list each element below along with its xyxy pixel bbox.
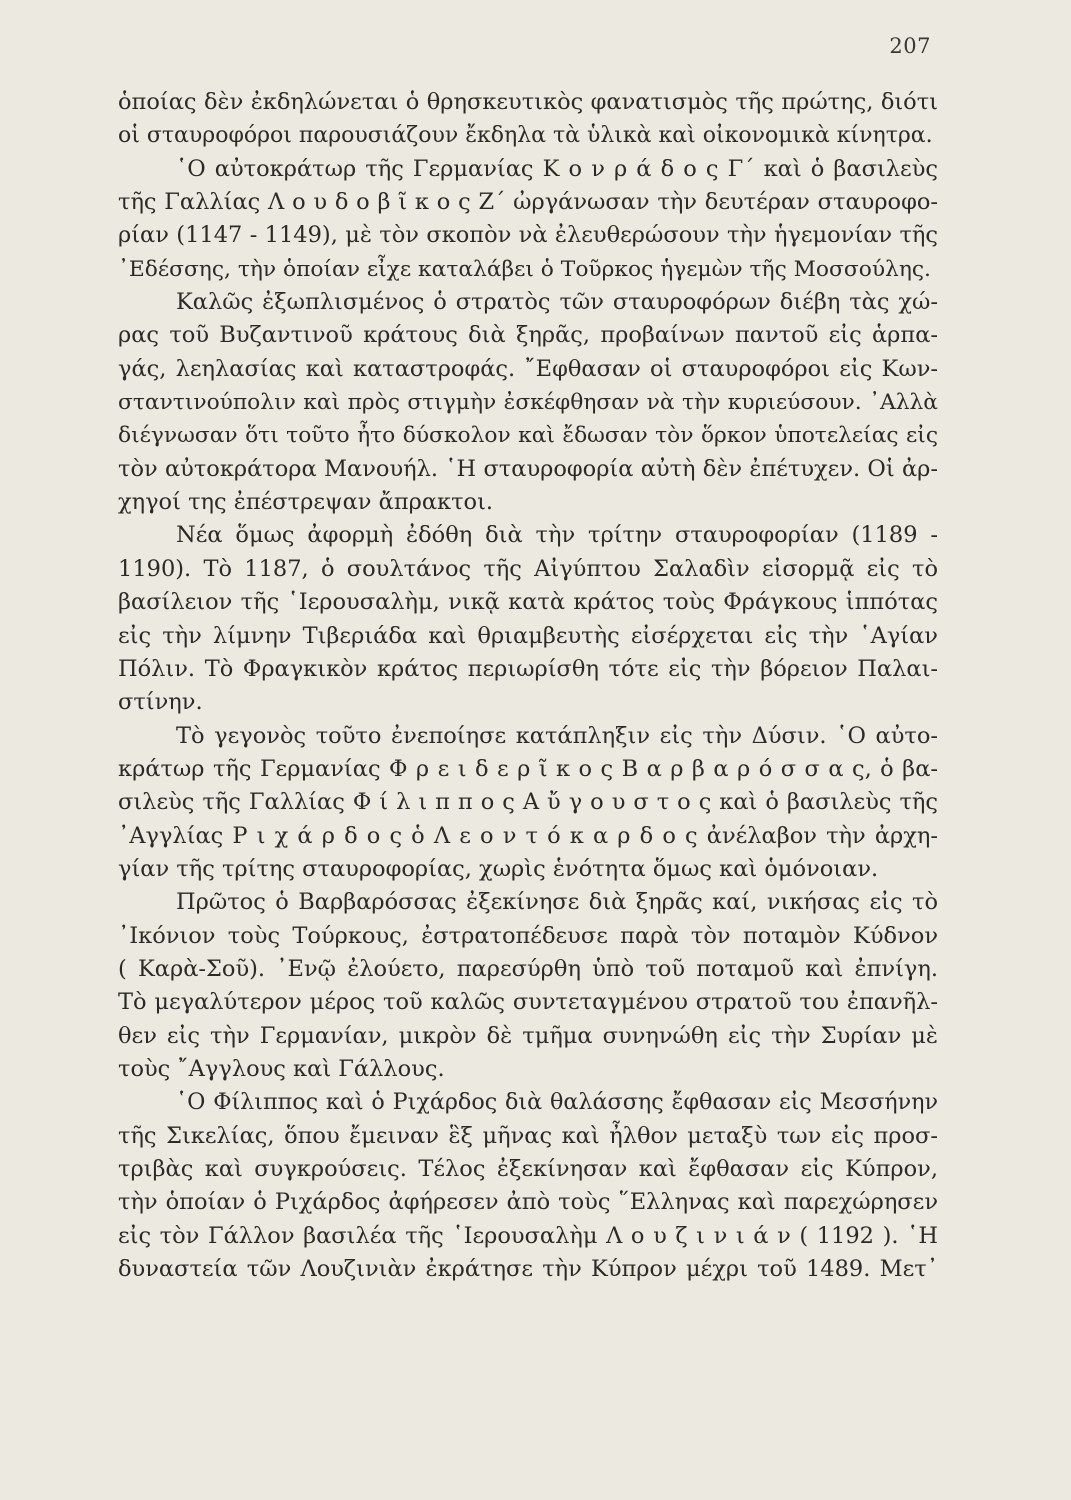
- text-line: χηγοί της ἐπέστρεψαν ἄπρακτοι.: [118, 489, 494, 516]
- text-line: βασίλειον τῆς ῾Ιερουσαλὴμ, νικᾷ κατὰ κράτος τοὺς Φράγκους ἱππότας: [118, 589, 938, 616]
- text-line: ῾Ο Φίλιππος καὶ ὁ Ριχάρδος διὰ θαλάσσης ἔφθασαν εἰς Μεσσήνην: [176, 1089, 938, 1116]
- page-number: 207: [889, 34, 931, 58]
- text-line: Πόλιν. Τὸ Φραγκικὸν κράτος περιωρίσθη τότε εἰς τὴν βόρειον Παλαι-: [118, 655, 938, 682]
- text-line: ρίαν (1147 - 1149), μὲ τὸν σκοπὸν νὰ ἐλευθερώσουν τὴν ἡγεμονίαν τῆς: [118, 222, 938, 249]
- text-line: ᾿Εδέσσης, τὴν ὁποίαν εἶχε καταλάβει ὁ Τοῦρκος ἡγεμὼν τῆς Μοσσούλης.: [118, 256, 931, 282]
- text-line: ὁποίας δὲν ἐκδηλώνεται ὁ θρησκευτικὸς φανατισμὸς τῆς πρώτης, διότι: [118, 89, 938, 115]
- text-line: 1190). Τὸ 1187, ὁ σουλτάνος τῆς Αἰγύπτου Σαλαδὶν εἰσορμᾷ εἰς τὸ: [118, 555, 938, 582]
- text-line: θεν εἰς τὴν Γερμανίαν, μικρὸν δὲ τμῆμα συνηνώθη εἰς τὴν Συρίαν μὲ: [118, 1022, 938, 1049]
- text-line: γίαν τῆς τρίτης σταυροφορίας, χωρὶς ἑνότητα ὅμως καὶ ὁμόνοιαν.: [118, 855, 879, 882]
- text-line: Πρῶτος ὁ Βαρβαρόσσας ἐξεκίνησε διὰ ξηρᾶς καί, νικήσας εἰς τὸ: [176, 889, 938, 916]
- text-line: σταντινούπολιν καὶ πρὸς στιγμὴν ἐσκέφθησαν νὰ τὴν κυριεύσουν. ᾿Αλλὰ: [118, 390, 938, 416]
- text-line: τῆς Γαλλίας Λ ο υ δ ο β ῖ κ ο ς Ζ΄ ὠργάνωσαν τὴν δευτέραν σταυροφο-: [118, 189, 938, 216]
- text-line: σιλεὺς τῆς Γαλλίας Φ ί λ ι π π ο ς Α ὔ γ ο υ σ τ ο ς καὶ ὁ βασιλεὺς τῆς: [118, 789, 938, 816]
- text-line: ῾Ο αὐτοκράτωρ τῆς Γερμανίας Κ ο ν ρ ά δ ο ς Γ΄ καὶ ὁ βασιλεὺς: [176, 155, 938, 182]
- text-line: στίνην.: [118, 689, 203, 716]
- text-line: ρας τοῦ Βυζαντινοῦ κράτους διὰ ξηρᾶς, προβαίνων παντοῦ εἰς ἁρπα-: [118, 322, 938, 349]
- text-line: εἰς τὴν λίμνην Τιβεριάδα καὶ θριαμβευτὴς εἰσέρχεται εἰς τὴν ῾Αγίαν: [118, 622, 938, 649]
- text-line: εἰς τὸν Γάλλον βασιλέα τῆς ῾Ιερουσαλὴμ Λ ο υ ζ ι ν ι ά ν ( 1192 ). ῾Η: [118, 1222, 938, 1249]
- text-line: ᾿Αγγλίας Ρ ι χ ά ρ δ ο ς ὁ Λ ε ο ν τ ό κ α ρ δ ο ς ἀνέλαβον τὴν ἀρχη-: [118, 822, 938, 849]
- text-line: γάς, λεηλασίας καὶ καταστροφάς. ῎Εφθασαν οἱ σταυροφόροι εἰς Κων-: [118, 355, 938, 382]
- text-line: τὸν αὐτοκράτορα Μανουήλ. ῾Η σταυροφορία αὐτὴ δὲν ἐπέτυχεν. Οἱ ἀρ-: [118, 455, 938, 482]
- text-line: Καλῶς ἐξωπλισμένος ὁ στρατὸς τῶν σταυροφόρων διέβη τὰς χώ-: [176, 289, 938, 316]
- text-line: τριβὰς καὶ συγκρούσεις. Τέλος ἐξεκίνησαν καὶ ἔφθασαν εἰς Κύπρον,: [118, 1156, 938, 1182]
- text-line: δυναστεία τῶν Λουζινιὰν ἐκράτησε τὴν Κύπρον μέχρι τοῦ 1489. Μετ᾿: [118, 1256, 938, 1283]
- text-line: διέγνωσαν ὅτι τοῦτο ἦτο δύσκολον καὶ ἔδωσαν τὸν ὅρκον ὑποτελείας εἰς: [118, 423, 938, 449]
- text-line: Νέα ὅμως ἀφορμὴ ἐδόθη διὰ τὴν τρίτην σταυροφορίαν (1189 -: [176, 522, 938, 549]
- text-line: τῆς Σικελίας, ὅπου ἔμειναν ἓξ μῆνας καὶ ἦλθον μεταξὺ των εἰς προσ-: [118, 1122, 938, 1149]
- text-line: οἱ σταυροφόροι παρουσιάζουν ἔκδηλα τὰ ὑλικὰ καὶ οἰκονομικὰ κίνητρα.: [118, 123, 933, 149]
- body-text: [118, 86, 938, 1286]
- text-line: Τὸ γεγονὸς τοῦτο ἐνεποίησε κατάπληξιν εἰς τὴν Δύσιν. ῾Ο αὐτο-: [176, 722, 938, 749]
- text-line: κράτωρ τῆς Γερμανίας Φ ρ ε ι δ ε ρ ῖ κ ο ς Β α ρ β α ρ ό σ σ α ς, ὁ βα-: [118, 755, 938, 782]
- text-line: ( Καρὰ-Σοῦ). ᾿Ενῷ ἐλούετο, παρεσύρθη ὑπὸ τοῦ ποταμοῦ καὶ ἐπνίγη.: [118, 955, 938, 982]
- text-line: Τὸ μεγαλύτερον μέρος τοῦ καλῶς συντεταγμένου στρατοῦ του ἐπανῆλ-: [118, 989, 938, 1016]
- text-line: τοὺς ῎Αγγλους καὶ Γάλλους.: [118, 1055, 445, 1082]
- text-line: τὴν ὁποίαν ὁ Ριχάρδος ἀφήρεσεν ἀπὸ τοὺς ῞Ελληνας καὶ παρεχώρησεν: [118, 1189, 938, 1216]
- text-line: ᾿Ικόνιον τοὺς Τούρκους, ἐστρατοπέδευσε παρὰ τὸν ποταμὸν Κύδνον: [118, 922, 938, 949]
